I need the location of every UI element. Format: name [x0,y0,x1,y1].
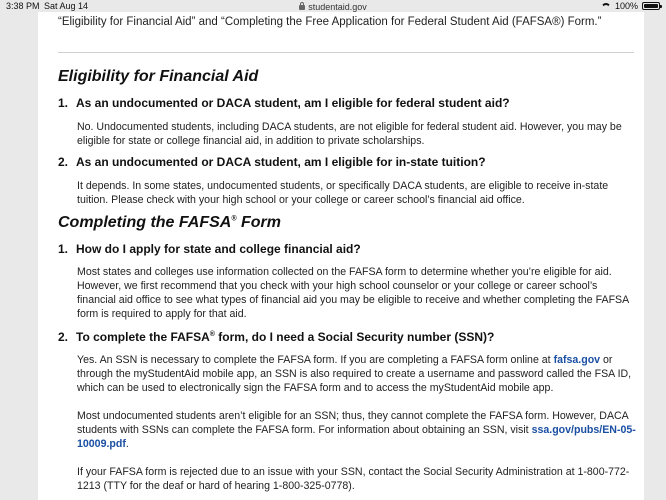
answer-text: Yes. An SSN is necessary to complete the FAFSA form. If you are completing a FAFSA form online at [77,354,554,366]
fafsa-gov-link[interactable]: fafsa.gov [553,354,601,366]
answer-text: It depends. In some states, undocumented students, or specifically DACA students, are eligible to receive in-state tuition. Please check with your high school or your college or career school’s financial aid office. [77,180,609,206]
status-right [601,1,660,11]
answer-text: Most undocumented students aren’t eligible for an SSN; thus, they cannot complete the FAFSA form. However, DACA students with SSNs can complete the FAFSA form. For information about obtaining an SSN, visit [77,410,629,436]
answer-text: Most states and colleges use information collected on the FAFSA form to determine whether you’re eligible for aid. However, we first recommend that you check with your high school counselor or your college or career school’s financial aid office to see what types of financial aid you may be eligible to receive and whether completing the FAFSA form is required to apply for that aid. [77,266,629,320]
question-text-post: form, do I need a Social Security number (SSN)? [214,330,495,344]
intro-text: “Eligibility for Financial Aid” and “Completing the Free Application for Federal Student Aid (FAFSA®) Form.” [58,16,602,28]
answer-paragraph-2 [77,409,639,451]
battery-icon [642,2,660,10]
answer-eligibility-2 [77,179,639,207]
answer-paragraph-3: If your FAFSA form is rejected due to an issue with your SSN, contact the Social Security Administration at 1-800-772-1213 (TTY for the deaf or hard of hearing 1-800-325-0778). [77,466,630,492]
section-title-eligibility: Eligibility for Financial Aid [58,68,259,85]
question-eligibility-1 [58,96,510,110]
ssa-gov-link[interactable]: ssa.gov/pubs/EN-05-10009.pdf [77,424,636,450]
section-title-main: Completing the FAFSA [58,214,232,231]
divider [58,52,634,53]
answer-fafsa-2 [77,353,639,493]
question-fafsa-2 [58,330,494,344]
registered-mark: ® [209,331,215,338]
battery-percent: 100% [614,1,638,11]
answer-fafsa-1 [77,265,639,321]
url-text[interactable]: studentaid.gov [308,2,367,12]
question-number: 2. [58,330,69,344]
lock-icon [299,5,305,10]
question-number: 2. [58,155,69,169]
section-title-fafsa [58,214,281,232]
status-date: Sat Aug 14 [44,1,89,11]
answer-text: . [125,438,129,450]
status-time: 3:38 PM [6,1,40,11]
question-text: How do I apply for state and college financial aid? [76,242,361,256]
document-page [38,12,644,500]
question-text: As an undocumented or DACA student, am I eligible for federal student aid? [76,96,510,110]
answer-text: or through the myStudentAid mobile app, an SSN is also required to create a username and password called the FSA ID, which can be used to electronically sign the FAFSA form and to access the myStudentAid mobile app. [77,354,632,394]
question-eligibility-2 [58,155,486,169]
address-bar[interactable] [0,2,666,12]
wifi-icon [601,3,611,10]
question-number: 1. [58,96,69,110]
question-text: As an undocumented or DACA student, am I eligible for in-state tuition? [76,155,486,169]
answer-eligibility-1 [77,120,639,148]
answer-text: No. Undocumented students, including DACA students, are not eligible for federal student aid. However, you may be eligible for state or college financial aid, in addition to private scholarships. [77,121,622,147]
section-title-end: Form [236,214,281,231]
question-number: 1. [58,242,69,256]
question-fafsa-1 [58,242,361,256]
registered-mark: ® [231,215,237,223]
question-text-pre: To complete the FAFSA [76,330,210,344]
answer-paragraph-1 [77,353,639,395]
